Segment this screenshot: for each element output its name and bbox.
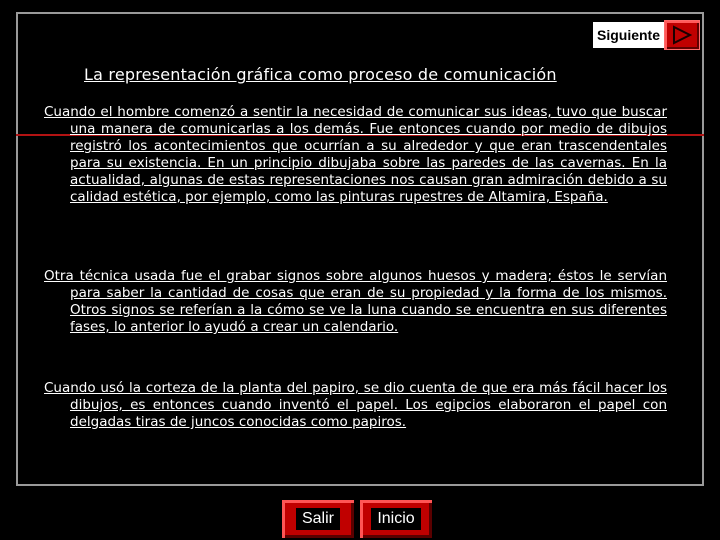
play-triangle-icon	[671, 25, 693, 45]
exit-button-label: Salir	[296, 508, 340, 530]
home-button[interactable]	[360, 500, 432, 538]
paragraph-3: Cuando usó la corteza de la planta del papiro, se dio cuenta de que era más fácil hacer los dibujos, es entonces cuando inventó el papel. Los egipcios elaboraron el papel con delgadas tiras de juncos conocidas como papiros.	[44, 380, 667, 430]
paragraph-2: Otra técnica usada fue el grabar signos sobre algunos huesos y madera; éstos le servían para saber la cantidad de cosas que eran de su propiedad y la forma de los mismos. Otros signos se referían a la cómo se ve la luna cuando se encuentra en sus diferentes fases, lo anterior lo ayudó a crear un calendario.	[44, 268, 667, 335]
exit-button[interactable]	[282, 500, 354, 538]
home-button-label: Inicio	[371, 508, 420, 530]
next-navigation[interactable]	[593, 20, 700, 50]
next-label[interactable]: Siguiente	[593, 22, 664, 48]
paragraph-1: Cuando el hombre comenzó a sentir la necesidad de comunicar sus ideas, tuvo que buscar una manera de comunicarlas a los demás. Fue entonces cuando por medio de dibujos registró los acontecimientos que ocurrían a su alrededor y que eran trascendentales para su existencia. En un principio dibujaba sobre las paredes de las cavernas. En la actualidad, algunas de estas representaciones nos causan gran admiración debido a su calidad estética, por ejemplo, como las pinturas rupestres de Altamira, España.	[44, 104, 667, 205]
next-button[interactable]	[664, 20, 700, 50]
page-title: La representación gráfica como proceso de comunicación	[84, 65, 557, 84]
